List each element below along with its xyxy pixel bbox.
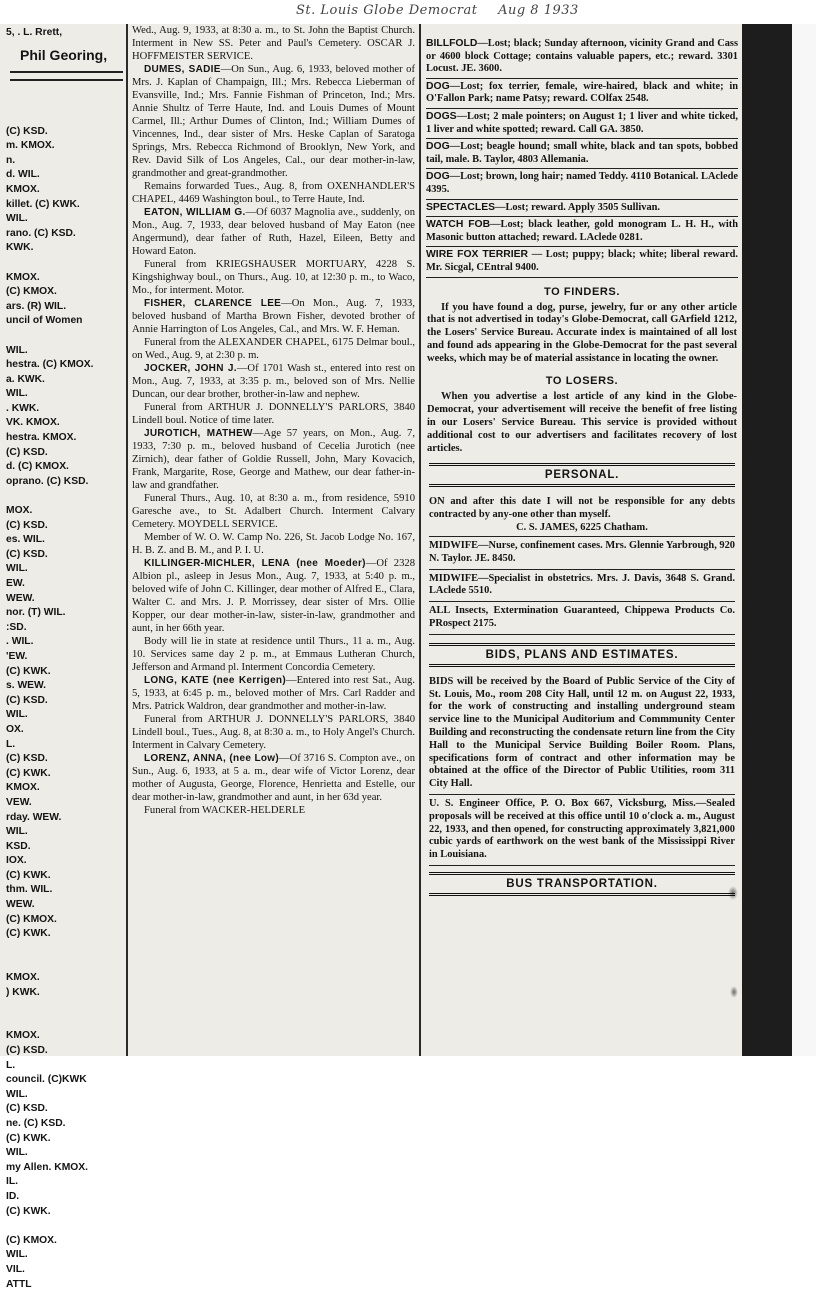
scan-blot xyxy=(728,886,738,900)
radio-stub-line: d. (C) KMOX. xyxy=(0,460,123,475)
radio-stub-line: (C) KWK. xyxy=(0,1132,123,1147)
lost-notice-title: DOG xyxy=(426,171,450,182)
death-notice-text: —Of 2328 Albion pl., asleep in Jesus Mon., Aug. 7, 1933, at 5:40 p. m., beloved wife of John C. Killinger, dear mother of Alfred E., Clara, Walter C. and Mrs. J. P. Morrissey, dear sister of Mrs. Ollie Kopper, our dear mother-in-law, sister-in-law, grandmother and aunt, in her 66th year. xyxy=(132,558,415,634)
death-notice-text: —Age 57 years, on Mon., Aug. 7, 1933, 7:30 p. m., beloved husband of Cecelia Jurotich (nee Zirnich), dear father of Goldie Russell, John, Mary Kovacich, Frank, Margarite, Rose, George and Mathew, our dear father-in-law and grandfather. xyxy=(132,428,415,491)
radio-stub-line xyxy=(0,1219,123,1234)
lost-notice-title: WATCH FOB xyxy=(426,219,490,230)
radio-stub-line xyxy=(0,942,123,957)
personal-ad-text: MIDWIFE—Nurse, confinement cases. Mrs. Glennie Yarbrough, 920 N. Taylor. JE. 8450. xyxy=(429,540,735,566)
radio-stub-line: . KWK. xyxy=(0,402,123,417)
radio-stub-line: (C) KSD. xyxy=(0,446,123,461)
death-notice-funeral: Remains forwarded Tues., Aug. 8, from OXENHANDLER'S CHAPEL, 4469 Washington boul., to Terre Haute, Ind. xyxy=(130,180,417,206)
radio-stub-line: VEW. xyxy=(0,796,123,811)
bids-items xyxy=(423,673,741,866)
death-notice-funeral: Funeral from the ALEXANDER CHAPEL, 6175 Delmar boul., on Wed., Aug. 9, at 2:30 p. m. xyxy=(130,336,417,362)
death-notice xyxy=(130,362,417,401)
radio-stub-line: KMOX. xyxy=(0,183,123,198)
bus-heading: BUS TRANSPORTATION. xyxy=(429,872,735,896)
death-notice xyxy=(130,297,417,336)
lost-notice xyxy=(426,139,738,169)
personal-notice xyxy=(429,493,735,537)
death-notice xyxy=(130,752,417,804)
personal-notice-text: ON and after this date I will not be responsible for any debts contracted by any-one other than myself. xyxy=(429,496,735,522)
death-notice xyxy=(130,427,417,492)
radio-stub-line: ars. (R) WIL. xyxy=(0,300,123,315)
radio-stub-line: KMOX. xyxy=(0,781,123,796)
radio-stub-line: WEW. xyxy=(0,592,123,607)
column-rule-1 xyxy=(126,24,128,1056)
radio-stub-line: (C) KSD. xyxy=(0,1044,123,1059)
radio-stub-line: WIL. xyxy=(0,344,123,359)
radio-stub-line: oprano. (C) KSD. xyxy=(0,475,123,490)
radio-stub-line: . WIL. xyxy=(0,635,123,650)
lost-notice xyxy=(426,109,738,139)
death-notice-name: EATON, WILLIAM G. xyxy=(144,207,246,218)
lost-notice xyxy=(426,169,738,199)
radio-stub-line: d. WIL. xyxy=(0,168,123,183)
scan-margin xyxy=(792,24,816,1056)
lost-notice xyxy=(426,217,738,247)
death-notice-name: LONG, KATE (nee Kerrigen) xyxy=(144,675,286,686)
radio-stub-line: EW. xyxy=(0,577,123,592)
radio-stub-line: s. WEW. xyxy=(0,679,123,694)
personal-ad-text: MIDWIFE—Specialist in obstetrics. Mrs. J. Davis, 3648 S. Grand. LAclede 5510. xyxy=(429,573,735,599)
personal-ad xyxy=(429,602,735,635)
death-notice-name: JOCKER, JOHN J. xyxy=(144,363,237,374)
personal-ad xyxy=(429,537,735,570)
lost-notice xyxy=(426,36,738,79)
to-losers-title: TO LOSERS. xyxy=(423,375,741,387)
radio-stub-line: IL. xyxy=(0,1175,123,1190)
radio-stub-line: WIL. xyxy=(0,562,123,577)
radio-stub-line: a. KWK. xyxy=(0,373,123,388)
death-notice-funeral: Funeral from KRIEGSHAUSER MORTUARY, 4228 S. Kingshighway boul., on Thurs., Aug. 10, at 12:30 p. m., to Waco, Mo., for interment. Motor. xyxy=(130,258,417,297)
personal-heading: PERSONAL. xyxy=(429,463,735,487)
lost-notice-title: DOG xyxy=(426,81,450,92)
radio-stub-line: killet. (C) KWK. xyxy=(0,198,123,213)
radio-stub-line: IOX. xyxy=(0,854,123,869)
lost-notice xyxy=(426,79,738,109)
radio-stub-line: hestra. (C) KMOX. xyxy=(0,358,123,373)
lost-notice-title: WIRE FOX TERRIER xyxy=(426,249,528,260)
radio-stub-line xyxy=(0,256,123,271)
lost-notice-text: —Lost; black; Sunday afternoon, vicinity Grand and Cass or 4600 block Cottage; contains valuable papers, etc.; reward. 3301 Locust. JE. 3600. xyxy=(426,38,738,74)
lost-notice-title: SPECTACLES xyxy=(426,202,495,213)
radio-stub-line: (C) KWK. xyxy=(0,869,123,884)
radio-stub-line: WIL. xyxy=(0,387,123,402)
radio-stub-line: L. xyxy=(0,738,123,753)
death-notice-funeral: Member of W. O. W. Camp No. 226, St. Jacob Lodge No. 167, H. B. Z. and B. M., and P. I. U. xyxy=(130,531,417,557)
to-finders-text: If you have found a dog, purse, jewelry, fur or any other article that is not advertised in today's Globe-Democrat, call GArfield 1212, the Losers' Service Bureau. Accurate index is maintained of all lost and found ads appearing in the Globe-Democrat for the past several weeks, which may be of material assistance in locating the owner. xyxy=(427,302,737,366)
bid-notice-text: BIDS will be received by the Board of Public Service of the City of St. Louis, Mo., room 208 City Hall, until 12 m. on August 22, 1933, for the work of constructing and installing underground steam service line to the Municipal Auditorium and Commmunity Center Building and reconstructing the condensate return line from the City Hall to the Municipal Service Building Boiler Room. Plans, specifications form of contract and other information may be obtained at the office of the Director of Public Utilities, room 311 City Hall. xyxy=(429,676,735,791)
radio-stub-line: (C) KSD. xyxy=(0,519,123,534)
radio-stub-line: rano. (C) KSD. xyxy=(0,227,123,242)
radio-stub-line xyxy=(0,489,123,504)
handwritten-citation xyxy=(296,3,595,18)
death-notice xyxy=(130,63,417,180)
lost-notice xyxy=(426,200,738,218)
personal-items xyxy=(423,537,741,635)
radio-stub-line: ID. xyxy=(0,1190,123,1205)
lost-notice-text: —Lost; fox terrier, female, wire-haired, black and white; in O'Fallon Park; name Patsy; reward. COlfax 2548. xyxy=(426,81,738,105)
scan-edge-shadow xyxy=(742,24,792,1056)
classified-column xyxy=(423,36,741,1056)
to-losers-text: When you advertise a lost article of any kind in the Globe-Democrat, your advertisement will receive the benefit of free listing in our Losers' Service Bureau. This service is provided without additional cost to our advertisers and facilitates recovery of lost articles. xyxy=(427,391,737,455)
radio-stub-line: (C) KSD. xyxy=(0,125,123,140)
bid-notice xyxy=(429,673,735,795)
radio-stub-line xyxy=(0,956,123,971)
death-notice-funeral: Funeral from WACKER-HELDERLE xyxy=(130,804,417,817)
death-notice-name: LORENZ, ANNA, (nee Low) xyxy=(144,753,279,764)
left-top-fragment: 5, . L. Rrett, xyxy=(0,26,123,41)
radio-stub-line: (C) KWK. xyxy=(0,1205,123,1220)
radio-stub-line: ne. (C) KSD. xyxy=(0,1117,123,1132)
lost-notice-title: DOGS xyxy=(426,111,457,122)
radio-stub-line: WIL. xyxy=(0,212,123,227)
lost-notice-text: —Lost; reward. Apply 3505 Sullivan. xyxy=(495,202,660,213)
radio-stub-line: KMOX. xyxy=(0,1029,123,1044)
radio-stub-line: WIL. xyxy=(0,1248,123,1263)
death-notice-text: —On Mon., Aug. 7, 1933, beloved husband of Martha Brown Fisher, devoted brother of Annie Harrington of Los Angeles, Cal., and Mrs. W. F. Heman. xyxy=(132,298,415,335)
radio-stub-line: (C) KSD. xyxy=(0,1102,123,1117)
radio-stub-list xyxy=(0,85,123,1292)
column-rule-2 xyxy=(419,24,421,1056)
radio-stub-line: :SD. xyxy=(0,621,123,636)
lost-notice-text: —Lost; beagle hound; small white, black and tan spots, bobbed tail, male. B. Taylor, 4803 Allemania. xyxy=(426,141,738,165)
radio-stub-line: KMOX. xyxy=(0,271,123,286)
radio-stub-line: WIL. xyxy=(0,1146,123,1161)
radio-stub-line: 'EW. xyxy=(0,650,123,665)
radio-stub-line: thm. WIL. xyxy=(0,883,123,898)
lost-notice-title: BILLFOLD xyxy=(426,38,477,49)
radio-stub-line: KMOX. xyxy=(0,971,123,986)
radio-stub-line: (C) KWK. xyxy=(0,767,123,782)
lost-notices xyxy=(423,36,741,278)
radio-stub-line: MOX. xyxy=(0,504,123,519)
radio-stub-line: (C) KMOX. xyxy=(0,285,123,300)
death-notice xyxy=(130,674,417,713)
death-notice-name: JUROTICH, MATHEW xyxy=(144,428,253,439)
death-notice-text: —Entered into rest Sat., Aug. 5, 1933, at 6:45 p. m., beloved mother of Mrs. Carl Radder and Mrs. Patrick Waldron, dear grandmother and mother-in-law. xyxy=(132,675,415,712)
radio-stub-line: WIL. xyxy=(0,708,123,723)
death-notice-text: —Of 1701 Wash st., entered into rest on Mon., Aug. 7, 1933, at 3:35 p. m., beloved son of Mrs. Nellie Duncan, our dear brother, brother-in-law and nephew. xyxy=(132,363,415,400)
handwritten-date: Aug 8 1933 xyxy=(498,3,579,18)
death-notice-funeral: Body will lie in state at residence until Thurs., 11 a. m., Aug. 10. Services same day 2 p. m., at Emmaus Lutheran Church, Jefferson and Armand pl. Interment Concordia Cemetery. xyxy=(130,635,417,674)
radio-stub-line: (C) KWK. xyxy=(0,665,123,680)
radio-stub-line: (C) KMOX. xyxy=(0,913,123,928)
radio-listings-column xyxy=(0,24,123,1056)
death-notice-fragment: Wed., Aug. 9, 1933, at 8:30 a. m., to St. John the Baptist Church. Interment in New SS. Peter and Paul's Cemetery. OSCAR J. HOFFMEISTER SERVICE. xyxy=(130,24,417,63)
radio-stub-line: KWK. xyxy=(0,241,123,256)
lost-notice-text: —Lost; 2 male pointers; on August 1; 1 liver and white ticked, 1 liver and white spotted; reward. Call GA. 3850. xyxy=(426,111,738,135)
lost-notice xyxy=(426,247,738,277)
death-notice-name: DUMES, SADIE xyxy=(144,64,221,75)
radio-stub-line xyxy=(0,1015,123,1030)
radio-stub-line: KSD. xyxy=(0,840,123,855)
radio-stub-line: ) KWK. xyxy=(0,986,123,1001)
newspaper-page xyxy=(0,24,742,1056)
radio-stub-line: (C) KSD. xyxy=(0,694,123,709)
lost-notice-title: DOG xyxy=(426,141,450,152)
radio-stub-line xyxy=(0,1000,123,1015)
death-notice xyxy=(130,206,417,258)
radio-stub-line: n. xyxy=(0,154,123,169)
personal-signature: C. S. JAMES, 6225 Chatham. xyxy=(429,522,735,533)
radio-stub-line: L. xyxy=(0,1059,123,1074)
death-notice-funeral: Funeral from ARTHUR J. DONNELLY'S PARLORS, 3840 Lindell boul. Notice of time later. xyxy=(130,401,417,427)
death-notice-text: —Of 6037 Magnolia ave., suddenly, on Mon., Aug. 7, 1933, dear beloved husband of May Eaton (nee Angermund), dear father of Ruth, Hazel, Eileen, Betty and Howard Eaton. xyxy=(132,207,415,257)
radio-stub-line xyxy=(0,329,123,344)
radio-stub-line: WEW. xyxy=(0,898,123,913)
death-notice-list xyxy=(130,63,417,817)
radio-stub-line: ATTL xyxy=(0,1278,123,1292)
personal-ad-text: ALL Insects, Extermination Guaranteed, Chippewa Products Co. PRospect 2175. xyxy=(429,605,735,631)
radio-stub-line: (C) KSD. xyxy=(0,752,123,767)
radio-stub-line: (C) KSD. xyxy=(0,548,123,563)
radio-stub-line: VK. KMOX. xyxy=(0,416,123,431)
radio-stub-line: es. WIL. xyxy=(0,533,123,548)
radio-stub-line: rday. WEW. xyxy=(0,811,123,826)
radio-stub-line: VIL. xyxy=(0,1263,123,1278)
death-notice-funeral: Funeral Thurs., Aug. 10, at 8:30 a. m., from residence, 5910 Garesche ave., to St. Adalbert Church. Interment Calvary Cemetery. MOYDELL SERVICE. xyxy=(130,492,417,531)
bids-heading: BIDS, PLANS AND ESTIMATES. xyxy=(429,643,735,667)
scan-blot xyxy=(730,986,738,998)
to-finders-title: TO FINDERS. xyxy=(423,286,741,298)
radio-stub-line: m. KMOX. xyxy=(0,139,123,154)
left-name-heading: Phil Georing, xyxy=(0,41,123,67)
death-notice-name: KILLINGER-MICHLER, LENA (nee Moeder) xyxy=(144,558,366,569)
radio-stub-line: WIL. xyxy=(0,1088,123,1103)
radio-stub-line: (C) KWK. xyxy=(0,927,123,942)
radio-stub-line: WIL. xyxy=(0,825,123,840)
radio-stub-line: council. (C)KWK xyxy=(0,1073,123,1088)
death-notice-funeral: Funeral from ARTHUR J. DONNELLY'S PARLORS, 3840 Lindell boul., Tues., Aug. 8, at 8:30 a. m., to Holy Angel's Church. Interment in Calvary Cemetery. xyxy=(130,713,417,752)
lost-notice-text: —Lost; brown, long hair; named Teddy. 4110 Botanical. LAclede 4395. xyxy=(426,171,738,195)
bid-notice xyxy=(429,795,735,866)
radio-stub-line: (C) KMOX. xyxy=(0,1234,123,1249)
death-notice xyxy=(130,557,417,635)
radio-stub-line: hestra. KMOX. xyxy=(0,431,123,446)
radio-stub-line: uncil of Women xyxy=(0,314,123,329)
radio-stub-line: OX. xyxy=(0,723,123,738)
handwritten-paper-name: St. Louis Globe Democrat xyxy=(296,3,477,18)
personal-ad xyxy=(429,570,735,603)
lost-notice-text: —Lost; black leather, gold monogram L. H. H., with Masonic button attached; reward. LAclede 0281. xyxy=(426,219,738,243)
bid-notice-text: U. S. Engineer Office, P. O. Box 667, Vicksburg, Miss.—Sealed proposals will be received at this office until 10 o'clock a. m., August 22, 1933, and then opened, for constructing approximately 3,821,000 cubic yards of earthwork on the west bank of the Mississippi River in Louisiana. xyxy=(429,798,735,862)
radio-stub-line: nor. (T) WIL. xyxy=(0,606,123,621)
death-notice-name: FISHER, CLARENCE LEE xyxy=(144,298,281,309)
death-notices-column xyxy=(130,24,417,1056)
left-name-rule xyxy=(10,71,123,81)
death-notice-text: —Of 3716 S. Compton ave., on Sun., Aug. 6, 1933, at 5 a. m., dear wife of Victor Lorenz, dear mother of Augusta, George, Florence, Henrietta and Estelle, our dear mother-in-law, grandmother and aunt, in her 63d year. xyxy=(132,753,415,803)
radio-stub-line: my Allen. KMOX. xyxy=(0,1161,123,1176)
lost-notice-text: — Lost; puppy; black; white; liberal reward. Mr. Sicgal, CEntral 9400. xyxy=(426,249,738,273)
death-notice-text: —On Sun., Aug. 6, 1933, beloved mother of Mrs. J. Kaplan of Champaign, Ill.; Mrs. Rebecca Lieberman of Evansville, Ind.; Mrs. Fannie Fishman of Princeton, Ind.; Mrs. Annie Shultz of Terre Haute, Ind. and Louis Dumes of Mount Carmel, Ill.; Arthur Dumes of Clinton, Ind.; William Dumes of Vincennes, Ind., dear sister of Mrs. Heske Caplan of Saratoga Springs, Mrs. Rebecca Richmond of Brooklyn, New York, and Rev. David Silk of Los Angeles, Cal., our dear mother-in-law, grandmother and great-grandmother. xyxy=(132,64,415,179)
